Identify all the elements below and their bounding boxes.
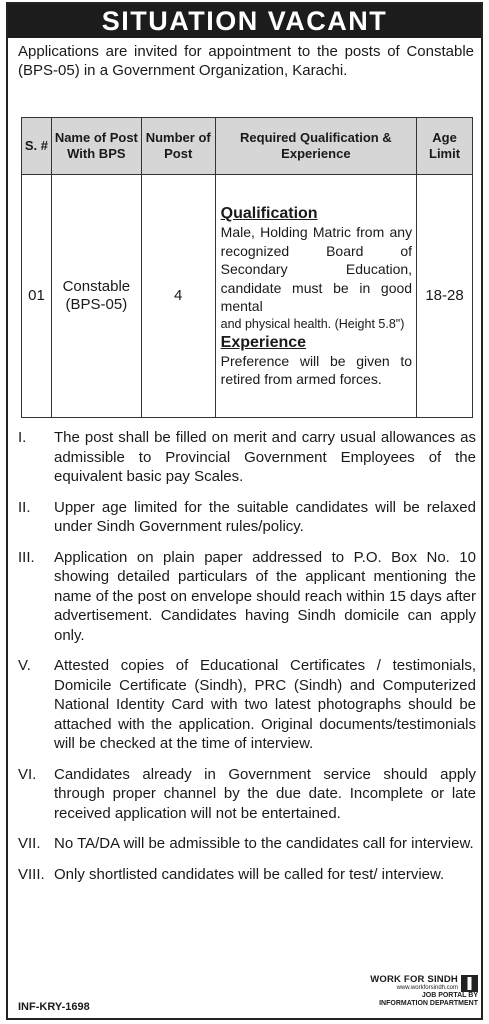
list-item [18,428,476,487]
badge-top [370,974,478,992]
note-text: Attested copies of Educational Certificates / testimonials, Domicile Certificate (Sindh), PRC (Sindh) and Computerized National Identity Card with two latest photographs should be attached with the application. Original documents/testimonials will be checked at the time of interview. [54,657,476,752]
list-item [18,656,476,754]
note-text: Upper age limited for the suitable candidates will be relaxed under Sindh Government rules/policy. [54,498,476,535]
list-item [18,865,476,885]
header-sno: S. # [22,118,52,175]
portal-line-1: JOB PORTAL BY [421,992,478,999]
note-number: II. [18,498,31,516]
work-for-sindh-logo: WORK FOR SINDH [370,974,458,985]
work-for-sindh-url: www.workforsindh.com [396,985,458,991]
list-item [18,498,476,537]
header-post-name: Name of Post With BPS [51,118,141,175]
note-number: III. [18,548,35,566]
intro-text: Applications are invited for appointment to the posts of Constable (BPS-05) in a Government Organization, Karachi. [18,43,474,79]
work-for-sindh-badge [348,974,478,1020]
list-item [18,834,476,854]
posts-table [21,117,473,418]
note-number: VI. [18,765,37,783]
header-qualification: Required Qualification & Experience [215,118,416,175]
note-text: The post shall be filled on merit and carry usual allowances as admissible to Provincial Government Employees of the equivalent basic pay Scales. [54,429,476,485]
title-bar [8,4,481,38]
experience-text: Preference will be given to retired from armed forces. [220,352,413,388]
table-row [22,175,473,418]
cell-age-limit: 18-28 [417,175,473,418]
cell-sno: 01 [22,175,52,418]
qualification-heading: Qualification [220,205,318,223]
table-header-row [22,118,473,175]
cell-qualification [215,175,416,418]
note-text: No TA/DA will be admissible to the candidates call for interview. [54,835,474,852]
note-text: Application on plain paper addressed to P.O. Box No. 10 showing detailed particulars of the applicant mentioning the name of the post on envelope should reach within 15 days after advertisement. Candidates having Sindh domicile can apply only. [54,548,476,644]
qr-code-icon [461,975,478,992]
page-title: SITUATION VACANT [101,5,388,36]
badge-text-block [370,974,458,992]
list-item [18,548,476,646]
cell-post-name: Constable (BPS-05) [51,175,141,418]
note-number: V. [18,657,31,674]
advertisement-page [6,2,483,1020]
note-number: I. [18,429,27,446]
header-number-of-post: Number of Post [141,118,215,175]
qualification-text-health: and physical health. (Height 5.8") [220,316,405,331]
reference-code: INF-KRY-1698 [18,1001,90,1013]
note-number: VIII. [18,865,45,883]
note-number: VII. [18,835,41,852]
terms-list [18,428,476,895]
portal-line-2: INFORMATION DEPARTMENT [379,1000,478,1007]
list-item [18,765,476,824]
header-age-limit: Age Limit [417,118,473,175]
note-text: Only shortlisted candidates will be called for test/ interview. [54,865,445,883]
experience-heading: Experience [220,333,307,351]
qualification-text: Male, Holding Matric from any recognized Board of Secondary Education, candidate must be in good mental [220,224,413,315]
note-text: Candidates already in Government service should apply through proper channel by the due date. Incomplete or late received application will not be entertained. [54,765,476,822]
cell-number-of-post: 4 [141,175,215,418]
